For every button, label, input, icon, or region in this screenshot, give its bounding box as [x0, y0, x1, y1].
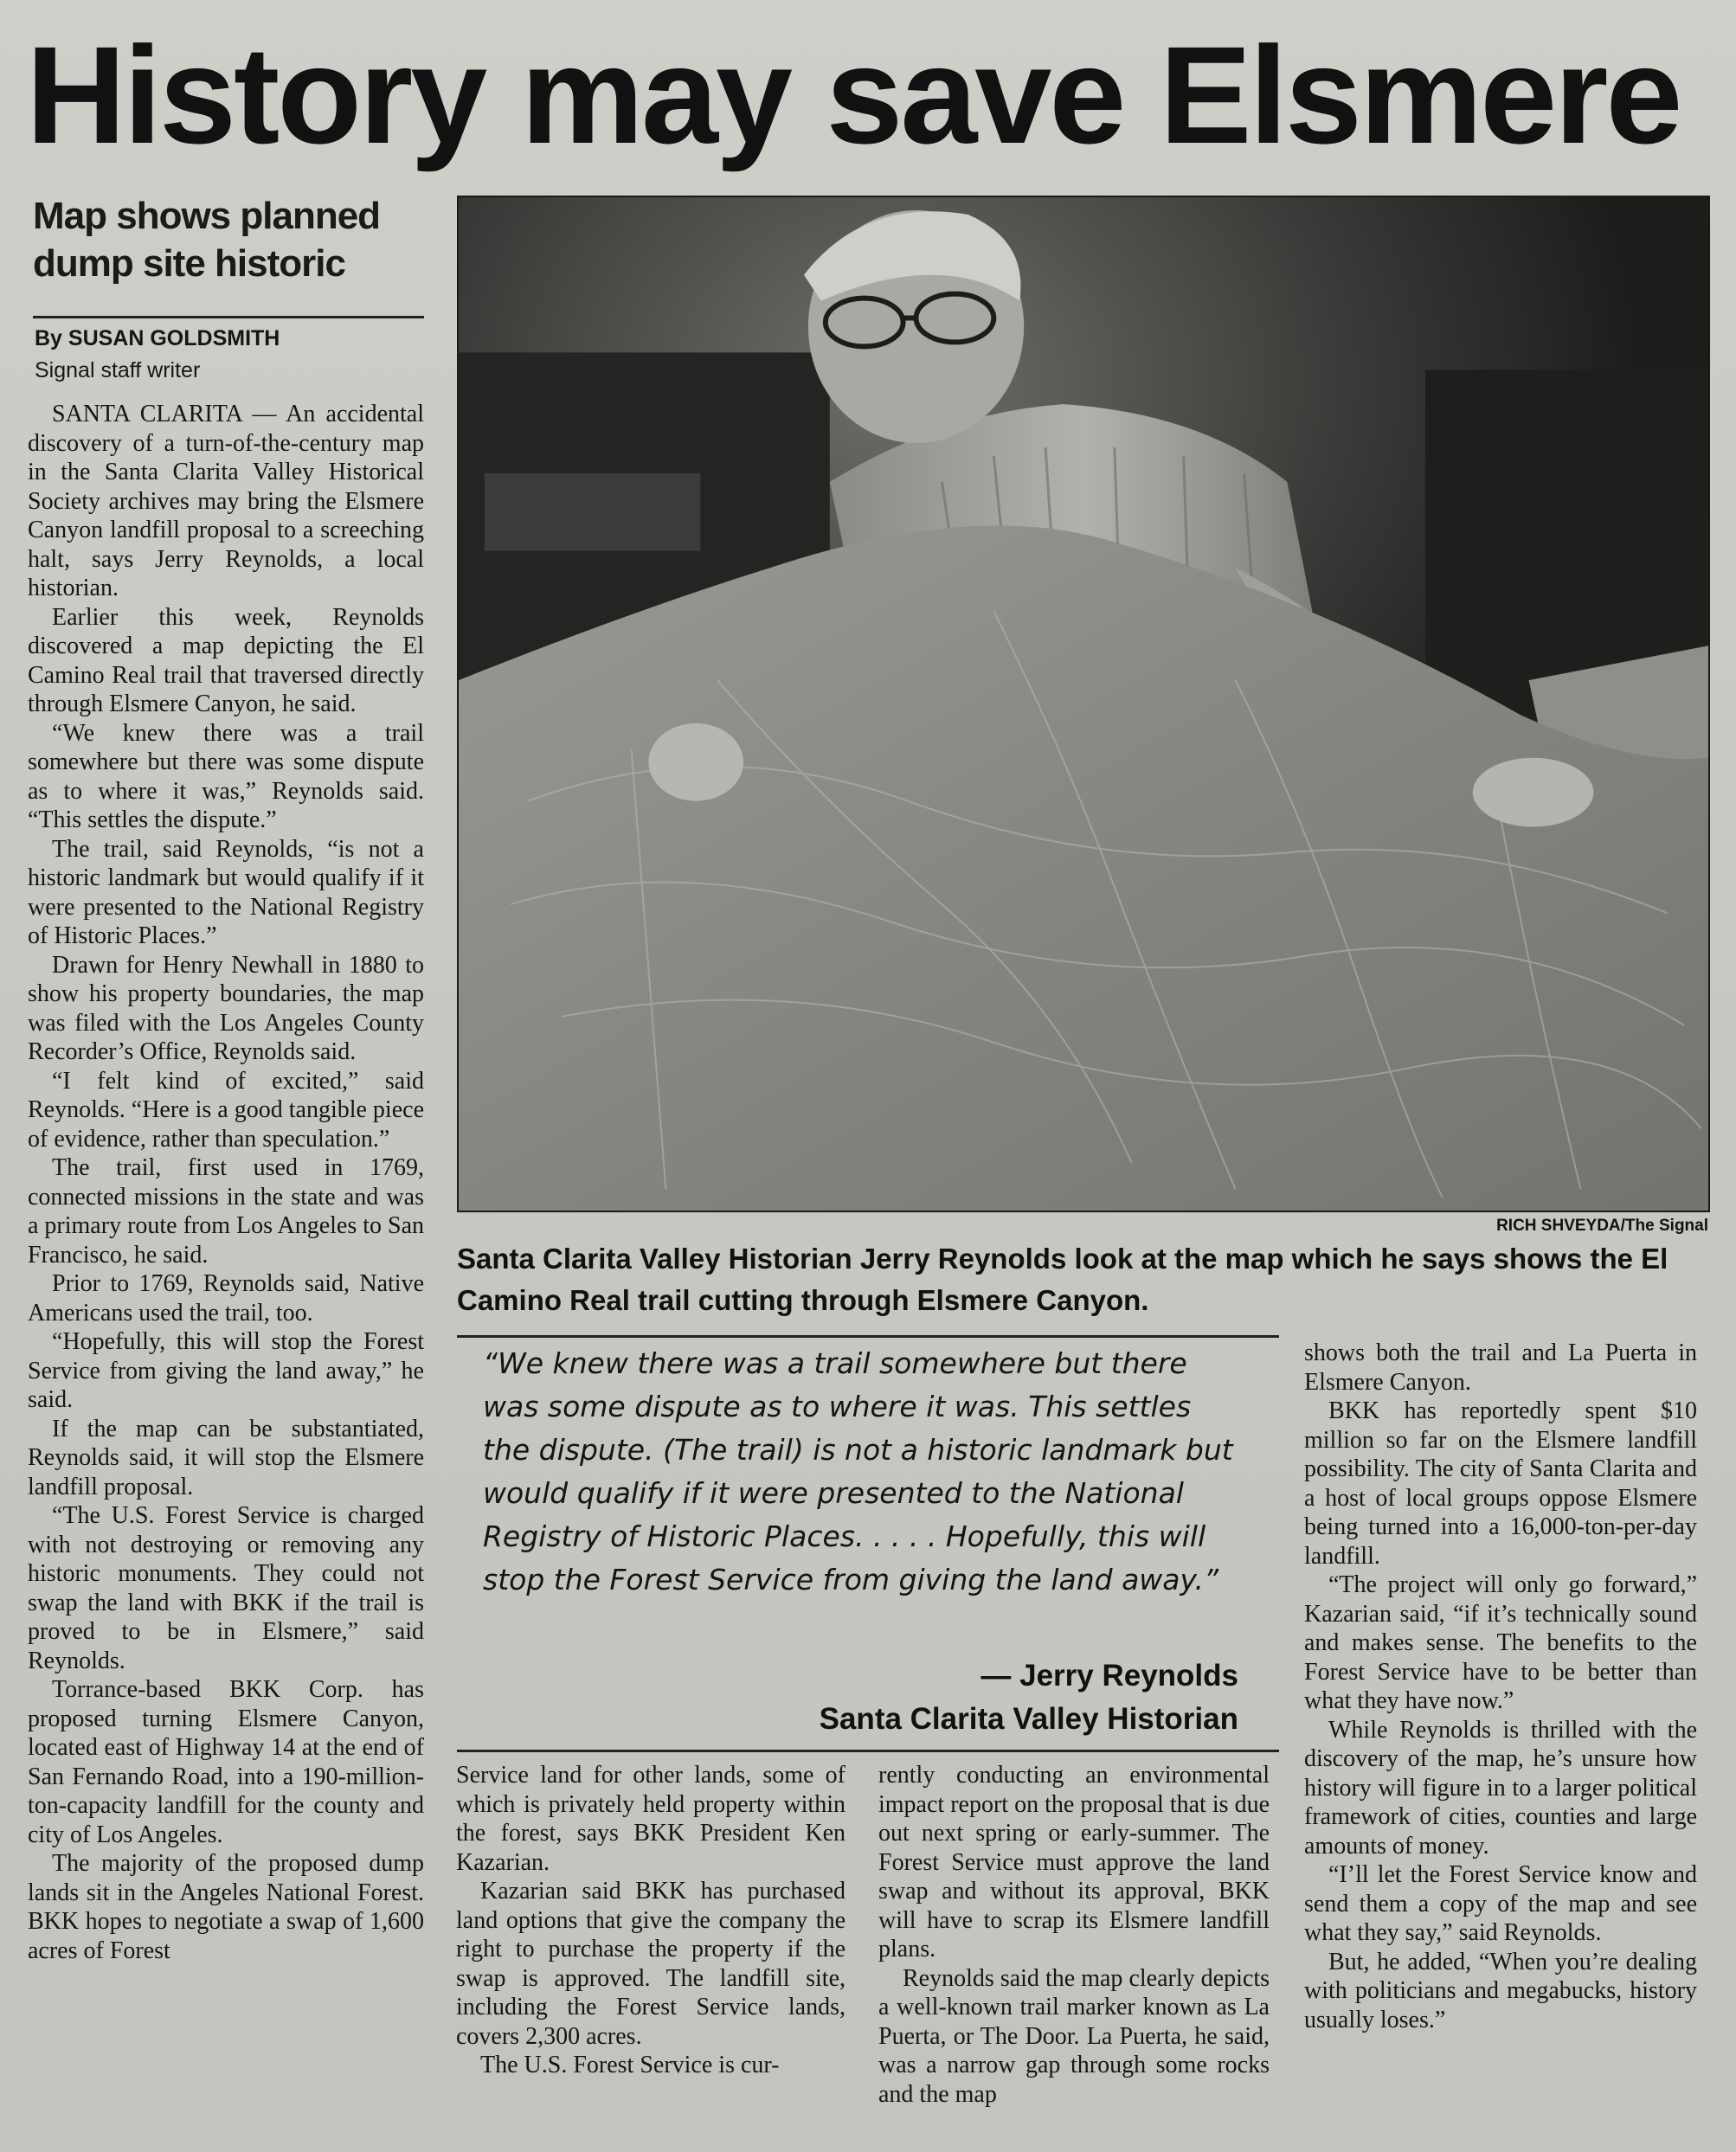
byline-rule	[33, 316, 424, 318]
paragraph: “I’ll let the Forest Service know and send them a copy of the map and see what they say,” said Reynolds.	[1304, 1861, 1697, 1946]
paragraph: If the map can be substantiated, Reynolds said, it will stop the Elsmere landfill proposal.	[28, 1415, 424, 1500]
paragraph: SANTA CLARITA — An accidental discovery of a turn-of-the-century map in the Santa Clarita Valley Historical Society archives may bring the Elsmere Canyon landfill proposal to a screeching halt, says Jerry Reynolds, a local historian.	[28, 401, 424, 601]
paragraph: shows both the trail and La Puerta in Elsmere Canyon.	[1304, 1339, 1697, 1396]
paragraph: Service land for other lands, some of which is privately held property within the forest, says BKK President Ken Kazarian.	[456, 1762, 845, 1876]
article-column-2	[456, 1761, 845, 2080]
article-column-4	[1304, 1339, 1697, 2034]
article-column-1	[28, 400, 424, 1965]
pullquote-top-rule	[457, 1335, 1279, 1338]
paragraph: Torrance-based BKK Corp. has proposed turning Elsmere Canyon, located east of Highway 14 at the end of San Fernando Road, into a 190-million-ton-capacity landfill for the county and city of Los Angeles.	[28, 1676, 424, 1848]
photo-caption: Santa Clarita Valley Historian Jerry Reynolds look at the map which he says shows the El Camino Real trail cutting through Elsmere Canyon.	[457, 1243, 1668, 1316]
byline-role: Signal staff writer	[35, 358, 201, 382]
paragraph: “The project will only go forward,” Kazarian said, “if it’s technically sound and makes sense. The benefits to the Forest Service have to be better than what they have now.”	[1304, 1571, 1697, 1714]
news-photo	[457, 196, 1710, 1212]
article-column-3	[878, 1761, 1270, 2109]
pullquote-bottom-rule	[457, 1750, 1279, 1752]
paragraph: BKK has reportedly spent $10 million so far on the Elsmere landfill possibility. The city of Santa Clarita and a host of local groups oppose Elsmere being turned into a 16,000-ton-per-day landfill.	[1304, 1397, 1697, 1570]
paragraph: But, he added, “When you’re dealing with politicians and megabucks, history usually loses.”	[1304, 1948, 1697, 2033]
paragraph: Drawn for Henry Newhall in 1880 to show his property boundaries, the map was filed with the Los Angeles County Recorder’s Office, Reynolds said.	[28, 951, 424, 1065]
historian-with-map-photo	[459, 197, 1708, 1211]
pull-quote-attribution-title: Santa Clarita Valley Historian	[819, 1702, 1238, 1736]
paragraph: The trail, said Reynolds, “is not a historic landmark but would qualify if it were presented to the National Registry of Historic Places.”	[28, 835, 424, 949]
paragraph: rently conducting an environmental impact report on the proposal that is due out next spring or early-summer. The Forest Service must approve the land swap and without its approval, BKK will have to scrap its Elsmere landfill plans.	[878, 1762, 1270, 1962]
pull-quote: “We knew there was a trail somewhere but there was some dispute as to where it was. This settles the dispute. (The trail) is not a historic landmark but would qualify if it were presented to the National Registry of Historic Places. . . . . Hopefully, this will stop the Forest Service from giving the land away.”	[483, 1346, 1233, 1596]
headline: History may save Elsmere	[26, 17, 1681, 172]
paragraph: Earlier this week, Reynolds discovered a map depicting the El Camino Real trail that traversed directly through Elsmere Canyon, he said.	[28, 603, 424, 717]
paragraph: The trail, first used in 1769, connected missions in the state and was a primary route from Los Angeles to San Francisco, he said.	[28, 1154, 425, 1269]
paragraph: Kazarian said BKK has purchased land options that give the company the right to purchase the property if the swap is approved. The landfill site, including the Forest Service lands, covers 2,300 acres.	[456, 1878, 845, 2050]
paragraph: While Reynolds is thrilled with the discovery of the map, he’s unsure how history will figure in to a larger political framework of cities, counties and large amounts of money.	[1304, 1716, 1697, 1860]
paragraph: Prior to 1769, Reynolds said, Native Americans used the trail, too.	[28, 1270, 424, 1327]
paragraph: The U.S. Forest Service is cur-	[480, 2052, 780, 2078]
photo-credit: RICH SHVEYDA/The Signal	[1496, 1217, 1708, 1235]
paragraph: “I felt kind of excited,” said Reynolds. “Here is a good tangible piece of evidence, rather than speculation.”	[28, 1067, 424, 1153]
paragraph: “The U.S. Forest Service is charged with not destroying or removing any historic monuments. They could not swap the land with BKK if the trail is proved to be in Elsmere,” said Reynolds.	[28, 1502, 424, 1674]
pull-quote-attribution-name: — Jerry Reynolds	[981, 1659, 1238, 1693]
paragraph: “Hopefully, this will stop the Forest Service from giving the land away,” he said.	[28, 1328, 424, 1413]
subhead: Map shows planned dump site historic	[33, 195, 381, 285]
paragraph: Reynolds said the map clearly depicts a well-known trail marker known as La Puerta, or The Door. La Puerta, he said, was a narrow gap through some rocks and the map	[878, 1964, 1270, 2108]
paragraph: The majority of the proposed dump lands sit in the Angeles National Forest. BKK hopes to negotiate a swap of 1,600 acres of Forest	[28, 1850, 424, 1964]
paragraph: “We knew there was a trail somewhere but there was some dispute as to where it was,” Reynolds said. “This settles the dispute.”	[28, 719, 424, 833]
byline: By SUSAN GOLDSMITH	[35, 326, 280, 350]
